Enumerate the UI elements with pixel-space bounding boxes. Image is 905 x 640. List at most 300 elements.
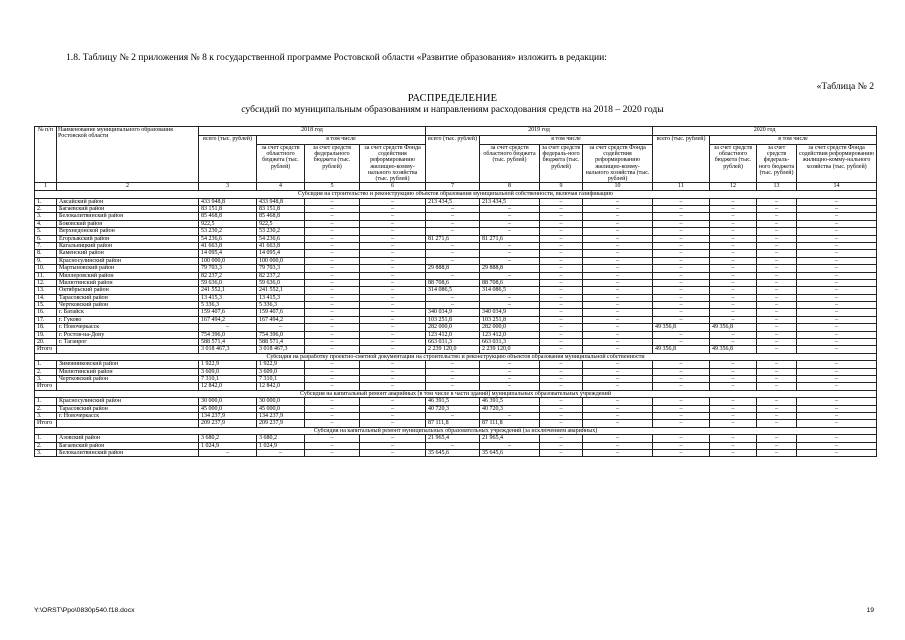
table-cell: 30 000,0 [199,398,257,405]
table-cell: 1. [35,361,57,368]
footer-page-number: 19 [866,607,874,614]
table-cell: – [540,442,583,449]
table-cell: – [797,420,877,427]
table-cell: 13 415,3 [199,294,257,301]
table-cell: – [305,257,360,264]
table-cell: – [583,206,653,213]
table-cell: 45 000,0 [257,405,305,412]
table-cell: Красносулинский район [57,398,199,405]
table-cell: – [757,294,797,301]
table-cell: – [305,309,360,316]
table-row [35,339,877,346]
table-cell: 922,5 [257,220,305,227]
table-cell: – [540,206,583,213]
table-cell: – [797,405,877,412]
table-cell: – [305,405,360,412]
table-cell: г. Гуково [57,316,199,323]
header-num: № п/п [35,127,57,183]
table-cell: Белокалитвинский район [57,213,199,220]
table-cell: – [757,316,797,323]
distribution-table [34,126,877,457]
header-2020-fund: за счет средств Фонда содействия реформированию жилищно-комму-нального хозяйства (тыс. рублей) [797,145,877,183]
table-cell: – [305,265,360,272]
table-cell: – [710,361,757,368]
column-number: 2 [57,183,199,191]
table-cell: – [797,294,877,301]
table-cell: 3 018 467,3 [199,346,257,353]
table-cell [57,420,199,427]
table-cell: – [710,242,757,249]
table-cell: Чертковский район [57,302,199,309]
table-cell: 79 703,3 [257,265,305,272]
table-cell: – [653,302,710,309]
table-cell: – [360,242,426,249]
table-cell: – [757,265,797,272]
table-cell: – [480,442,540,449]
table-cell: 2 239 120,0 [480,346,540,353]
table-cell: 314 086,5 [426,287,480,294]
table-cell: – [757,412,797,419]
table-cell: Итого [35,420,57,427]
table-cell: Азовский район [57,435,199,442]
table-cell: 1 922,9 [199,361,257,368]
table-cell: – [480,242,540,249]
column-number: 11 [653,183,710,191]
table-cell: – [710,398,757,405]
table-cell: – [757,346,797,353]
column-number: 10 [583,183,653,191]
table-cell: – [797,272,877,279]
table-cell: – [583,198,653,205]
table-cell: – [360,294,426,301]
table-cell: – [360,302,426,309]
table-cell: – [653,420,710,427]
column-number: 8 [480,183,540,191]
table-row [35,235,877,242]
table-cell: – [710,339,757,346]
table-cell: – [583,383,653,390]
table-cell: 81 271,6 [426,235,480,242]
table-cell: – [305,220,360,227]
table-cell: – [360,309,426,316]
table-cell: Милютинский район [57,368,199,375]
table-cell: – [710,250,757,257]
section-title-row [35,191,877,198]
table-cell: 340 034,9 [480,309,540,316]
table-cell: – [757,339,797,346]
table-cell: 2. [35,206,57,213]
table-row [35,257,877,264]
table-cell: – [797,265,877,272]
header-year-2019: 2019 год [426,127,653,136]
table-cell: 8. [35,250,57,257]
table-cell: – [710,294,757,301]
table-cell: 82 237,2 [257,272,305,279]
table-cell: 159 407,6 [199,309,257,316]
header-2020-regional: за счет средств областного бюджета (тыс. рублей) [710,145,757,183]
table-cell: – [757,228,797,235]
table-cell: г. Батайск [57,309,199,316]
table-cell: 49 356,8 [653,324,710,331]
table-cell: – [797,316,877,323]
table-cell: – [540,420,583,427]
section-title: Субсидия на капитальный ремонт аварийных (в том числе в части зданий) муниципальных образовательных учреждений [35,390,877,397]
table-cell: – [757,375,797,382]
table-cell: 103 251,8 [426,316,480,323]
table-cell: – [757,331,797,338]
table-cell: 18. [35,324,57,331]
header-total-2019: всего (тыс. рублей) [426,136,480,183]
table-cell: – [757,279,797,286]
table-cell: – [710,213,757,220]
table-row [35,279,877,286]
table-cell: – [797,375,877,382]
table-cell: – [653,412,710,419]
table-cell: – [305,398,360,405]
column-number: 4 [257,183,305,191]
table-cell: – [757,257,797,264]
table-cell: – [360,272,426,279]
table-cell: – [305,339,360,346]
table-cell: 12 842,0 [199,383,257,390]
table-cell: 340 034,9 [426,309,480,316]
table-cell: – [305,442,360,449]
table-cell: – [426,257,480,264]
table-row [35,220,877,227]
table-cell: 588 571,4 [257,339,305,346]
table-cell: – [305,242,360,249]
table-cell: – [797,309,877,316]
header-incl-2020: в том числе [710,136,877,145]
table-cell: 2. [35,442,57,449]
table-cell: – [360,331,426,338]
table-cell: 433 948,8 [257,198,305,205]
table-row [35,449,877,456]
table-cell: – [426,412,480,419]
total-row [35,420,877,427]
table-cell: – [653,250,710,257]
table-cell: 100 000,0 [257,257,305,264]
table-cell: 663 031,3 [480,339,540,346]
header-year-2018: 2018 год [199,127,426,136]
table-cell: 41 663,8 [199,242,257,249]
table-cell: – [305,294,360,301]
table-cell: – [360,228,426,235]
table-cell: 87 111,8 [426,420,480,427]
table-cell: 49 356,8 [710,324,757,331]
table-row [35,368,877,375]
table-cell: – [426,242,480,249]
table-cell: Итого [35,383,57,390]
column-number: 5 [305,183,360,191]
header-incl-2019: в том числе [480,136,653,145]
table-cell: – [653,257,710,264]
table-cell: – [710,235,757,242]
table-row [35,228,877,235]
header-2018-regional: за счет средств областного бюджета (тыс. рублей) [257,145,305,183]
table-cell: Тарасовский район [57,294,199,301]
table-cell: – [653,213,710,220]
table-cell: – [797,324,877,331]
column-number: 6 [360,183,426,191]
table-cell: – [653,206,710,213]
table-cell: – [360,265,426,272]
table-cell: – [540,398,583,405]
table-cell: 282 000,0 [426,324,480,331]
table-cell: – [540,331,583,338]
table-cell: Зимовниковский район [57,361,199,368]
table-cell: – [583,272,653,279]
table-cell: г. Таганрог [57,339,199,346]
table-cell: – [540,316,583,323]
table-cell: 3 018 467,3 [257,346,305,353]
table-cell: – [797,206,877,213]
table-cell: – [480,294,540,301]
table-cell: 35 645,6 [426,449,480,456]
table-cell: – [757,309,797,316]
table-cell: – [540,339,583,346]
table-cell: – [540,250,583,257]
table-cell: – [540,198,583,205]
table-cell: – [583,368,653,375]
table-cell: – [540,272,583,279]
table-cell: 282 000,0 [480,324,540,331]
table-cell: 21 965,4 [480,435,540,442]
table-cell: – [540,449,583,456]
table-cell: – [480,213,540,220]
column-number: 3 [199,183,257,191]
table-cell: – [653,368,710,375]
header-total-2018: всего (тыс. рублей) [199,136,257,183]
table-cell: – [797,250,877,257]
document-title: РАСПРЕДЕЛЕНИЕ [407,93,498,104]
table-cell: 754 396,0 [199,331,257,338]
table-cell: – [480,206,540,213]
table-cell: Аксайский район [57,198,199,205]
table-cell: – [360,287,426,294]
table-cell: – [583,331,653,338]
table-cell: 20. [35,339,57,346]
table-cell: – [199,324,257,331]
table-cell: 3 680,2 [199,435,257,442]
table-cell: – [797,331,877,338]
table-cell: – [540,235,583,242]
table-cell: 3 680,2 [257,435,305,442]
table-cell: – [653,316,710,323]
table-cell: – [540,302,583,309]
table-cell: Кагальницкий район [57,242,199,249]
table-cell: – [540,346,583,353]
table-cell: 88 708,6 [480,279,540,286]
table-cell [57,383,199,390]
header-2019-regional: за счет средств областного бюджета (тыс. рублей) [480,145,540,183]
total-row [35,383,877,390]
table-cell: – [583,257,653,264]
table-row [35,331,877,338]
table-cell: – [797,235,877,242]
table-cell: – [426,220,480,227]
table-cell: 3 609,0 [199,368,257,375]
table-cell: – [797,442,877,449]
table-cell: 14. [35,294,57,301]
table-cell: – [757,420,797,427]
table-cell: 1 024,9 [199,442,257,449]
table-cell: 5. [35,228,57,235]
table-cell: – [757,198,797,205]
table-cell: – [797,279,877,286]
table-cell: – [710,302,757,309]
table-cell: – [653,228,710,235]
table-cell: – [583,361,653,368]
table-cell: – [710,420,757,427]
table-cell: – [305,324,360,331]
table-cell: – [305,361,360,368]
table-cell: – [757,405,797,412]
table-cell: – [653,375,710,382]
table-cell: – [757,361,797,368]
table-cell: – [797,383,877,390]
table-cell: 21 965,4 [426,435,480,442]
table-cell: – [426,361,480,368]
table-row [35,375,877,382]
header-total-2020: всего (тыс. рублей) [653,136,710,183]
table-cell: Тарасовский район [57,405,199,412]
table-cell: 83 151,8 [257,206,305,213]
table-cell: 7 310,1 [257,375,305,382]
table-cell: 12. [35,279,57,286]
table-cell: 49 356,8 [710,346,757,353]
table-cell: – [540,242,583,249]
section-title-row [35,353,877,360]
table-cell: 13. [35,287,57,294]
table-cell: – [426,272,480,279]
table-cell: 82 237,2 [199,272,257,279]
table-cell: 45 000,0 [199,405,257,412]
column-number: 13 [757,183,797,191]
table-cell: – [540,294,583,301]
table-cell: 209 237,9 [199,420,257,427]
table-cell: 1. [35,435,57,442]
table-cell: – [426,383,480,390]
table-cell: – [583,346,653,353]
table-cell: – [480,257,540,264]
table-row [35,442,877,449]
table-cell: 167 494,2 [199,316,257,323]
table-row [35,294,877,301]
table-cell: 59 636,0 [199,279,257,286]
table-cell: – [653,383,710,390]
table-cell: Милютинский район [57,279,199,286]
table-cell: 79 703,3 [199,265,257,272]
table-cell: – [710,272,757,279]
table-cell: – [305,206,360,213]
table-cell: – [305,250,360,257]
table-row [35,405,877,412]
table-cell: – [540,309,583,316]
table-row [35,198,877,205]
table-cell: – [710,279,757,286]
table-cell: – [305,279,360,286]
table-cell: 53 230,2 [199,228,257,235]
header-2019-federal: за счет средств федераль-ного бюджета (тыс. рублей) [540,145,583,183]
table-cell: – [360,435,426,442]
table-cell: 241 552,1 [257,287,305,294]
table-cell: – [305,287,360,294]
table-cell: – [757,235,797,242]
intro-text: 1.8. Таблицу № 2 приложения № 8 к государственной программе Ростовской области «Развитие образования» изложить в редакции: [66,52,607,63]
section-title: Субсидия на разработку проектно-сметной документации на строительство и реконструкцию объектов образования муниципальной собственности [35,353,877,360]
table-cell: – [426,294,480,301]
table-cell: Багаевский район [57,206,199,213]
table-cell: – [757,442,797,449]
table-cell: – [360,449,426,456]
table-row [35,435,877,442]
table-cell: – [426,302,480,309]
table-cell: – [757,220,797,227]
table-cell: – [710,309,757,316]
table-cell: – [360,339,426,346]
table-cell: – [583,220,653,227]
table-cell: – [797,346,877,353]
table-cell: – [360,279,426,286]
table-cell: 7 310,1 [199,375,257,382]
table-cell: 81 271,6 [480,235,540,242]
footer-file-path: Y:\ORST\Ppo\0830p540.f18.docx [34,607,135,614]
table-cell: – [653,435,710,442]
table-cell: – [710,287,757,294]
table-cell: 46 391,5 [480,398,540,405]
table-body [35,191,877,457]
table-cell: – [540,257,583,264]
table-cell: 16. [35,309,57,316]
table-cell: – [360,198,426,205]
table-cell: – [360,220,426,227]
table-cell: – [653,398,710,405]
table-cell: – [583,420,653,427]
table-cell: 35 645,6 [480,449,540,456]
table-cell: – [710,405,757,412]
table-cell: – [583,324,653,331]
header-2018-federal: за счет средств федерального бюджета (тыс. рублей) [305,145,360,183]
table-cell: 87 111,8 [480,420,540,427]
table-cell: – [757,383,797,390]
table-cell: – [540,220,583,227]
table-cell: – [540,265,583,272]
table-cell: – [360,257,426,264]
table-cell: – [710,412,757,419]
section-title-row [35,390,877,397]
table-cell: 588 571,4 [199,339,257,346]
table-cell: 13 415,3 [257,294,305,301]
table-cell: 3. [35,375,57,382]
table-cell: – [360,213,426,220]
table-cell: 29 888,8 [480,265,540,272]
table-cell: – [360,442,426,449]
table-cell: – [653,242,710,249]
table-cell: – [653,265,710,272]
table-cell: – [426,375,480,382]
table-cell: Чертковский район [57,375,199,382]
table-cell: – [360,250,426,257]
table-cell: 213 434,5 [426,198,480,205]
table-cell: г. Ростов-на-Дону [57,331,199,338]
table-row [35,242,877,249]
table-cell: – [480,272,540,279]
table-cell: 88 708,6 [426,279,480,286]
table-cell: – [426,206,480,213]
table-cell: 2. [35,405,57,412]
table-cell: – [710,435,757,442]
